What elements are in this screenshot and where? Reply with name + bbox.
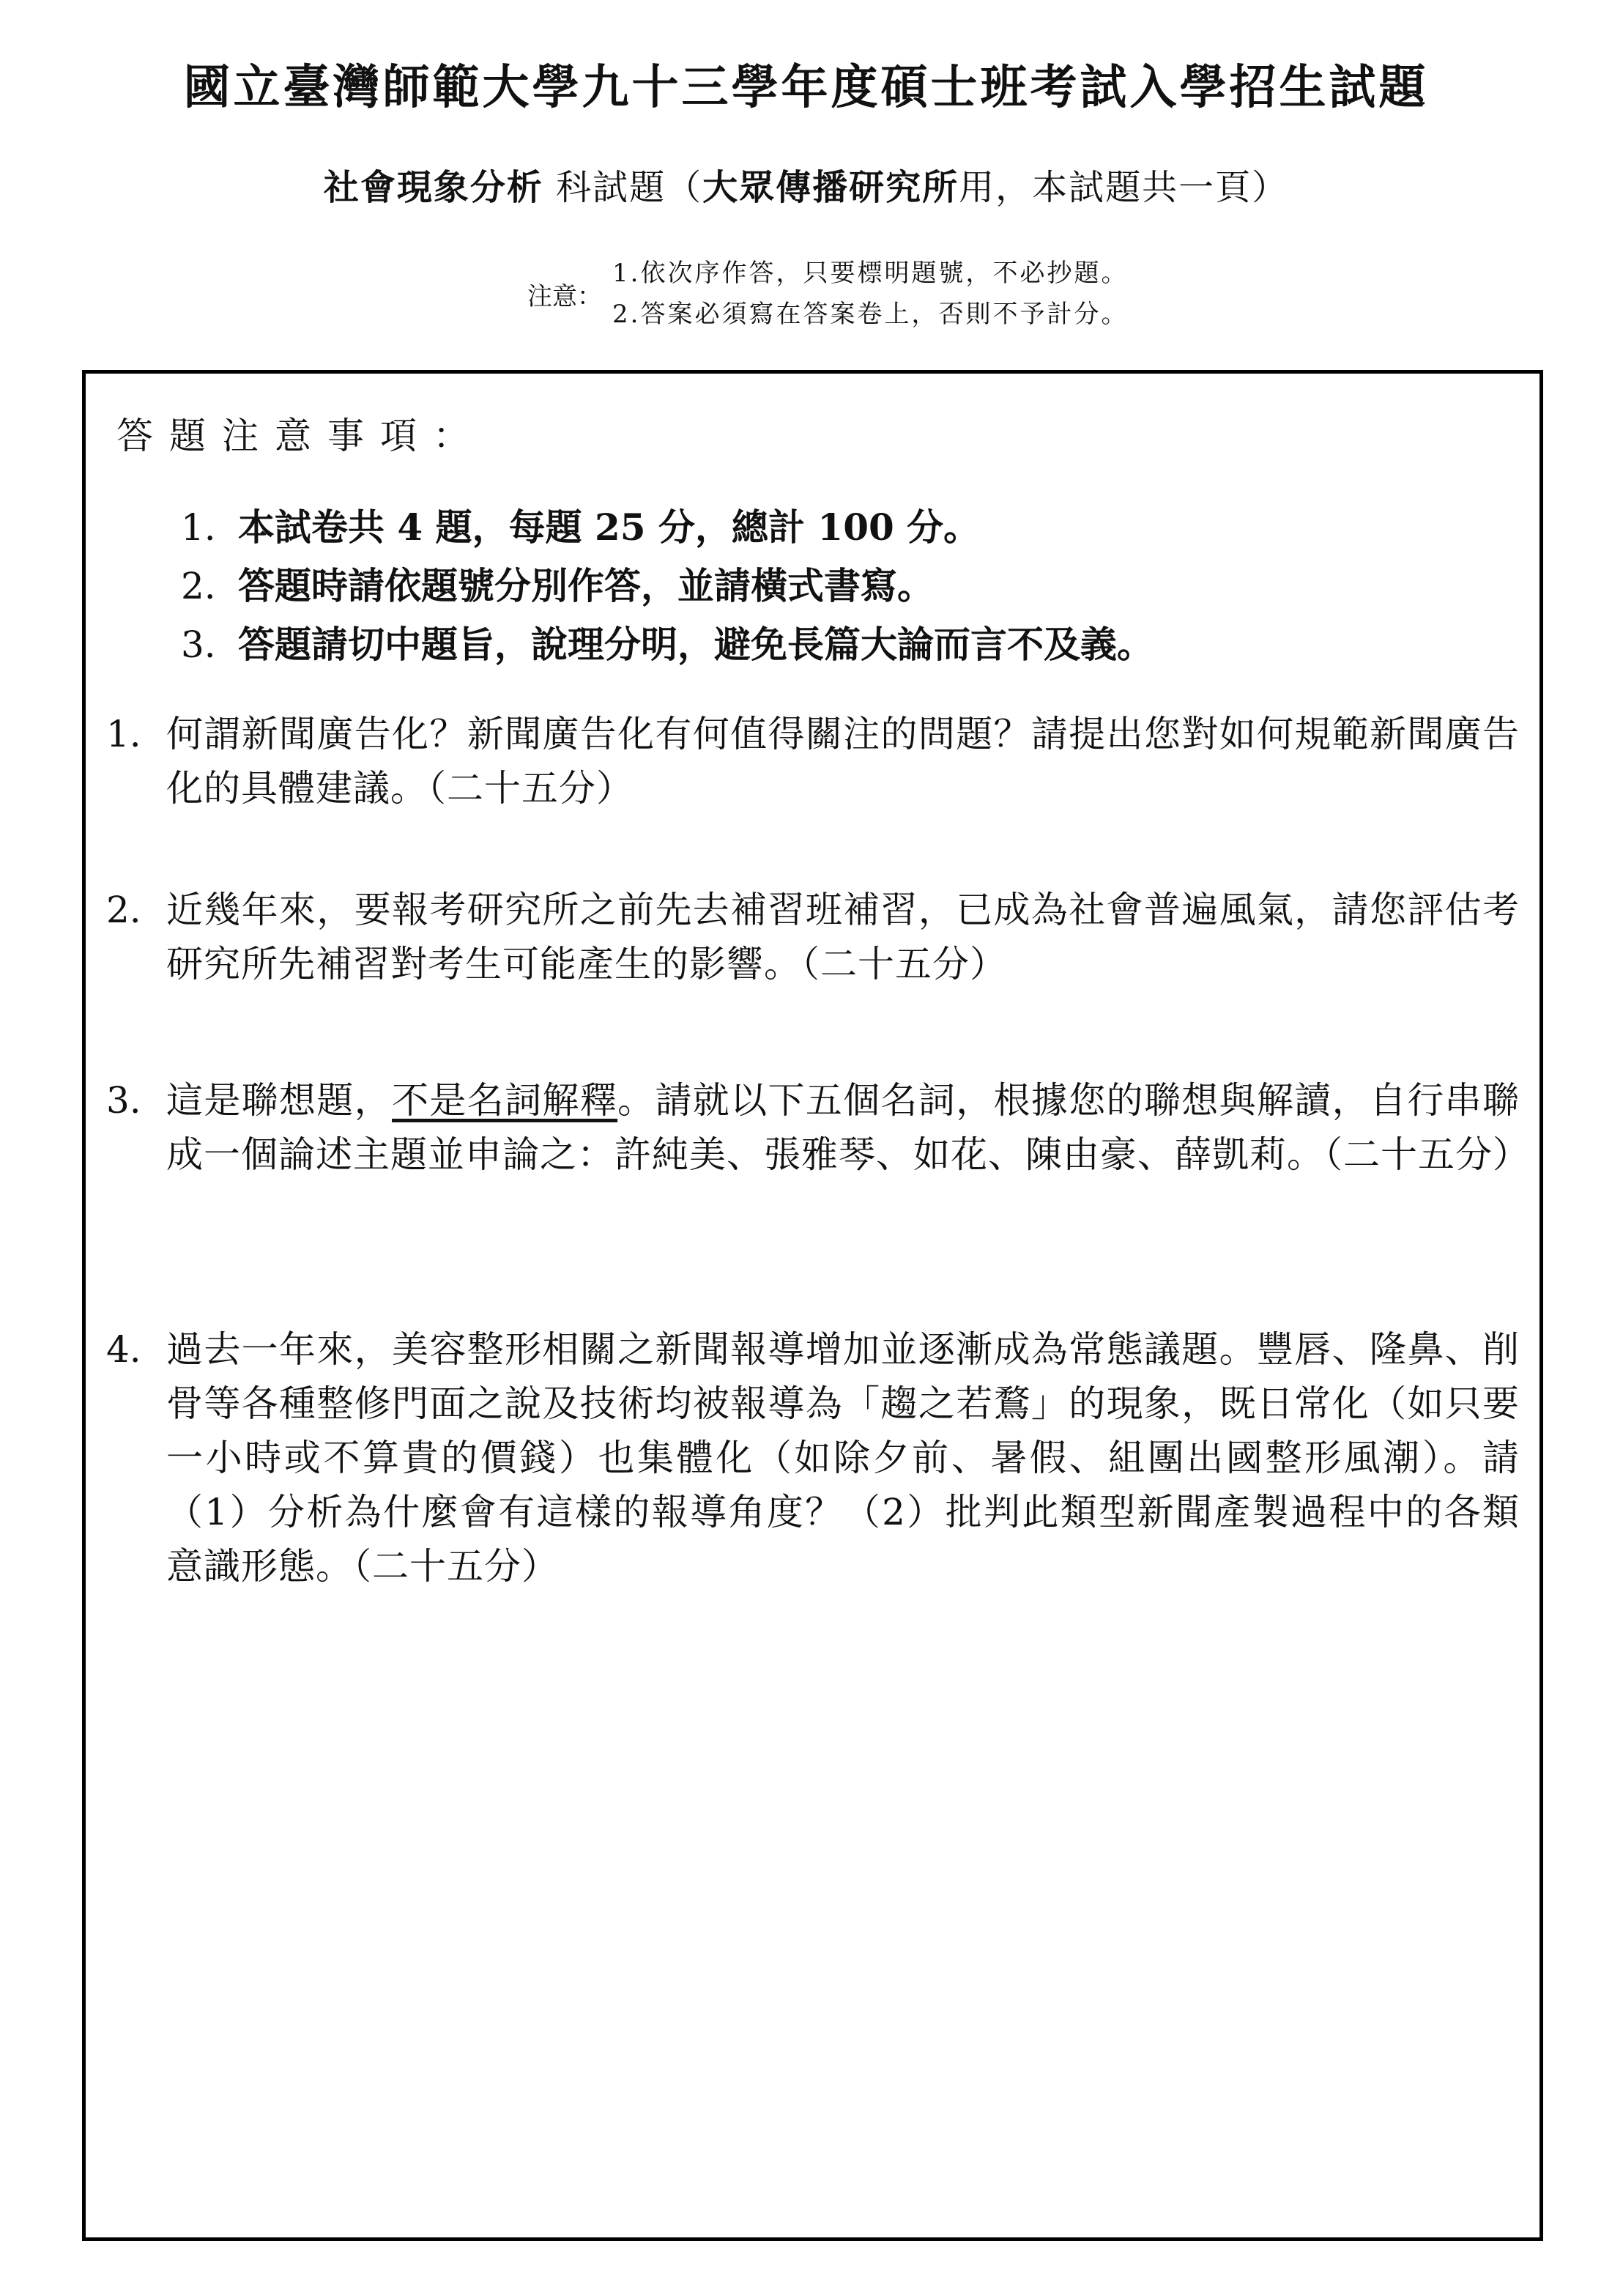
- notice-line: 1.依次序作答，只要標明題號，不必抄題。: [612, 259, 1129, 288]
- instruction-item: [181, 557, 1154, 615]
- subtitle-end: 用，本試題共一頁）: [959, 167, 1289, 208]
- instruction-text: 本試卷共 4 題，每題 25 分，總計 100 分。: [238, 506, 981, 549]
- instruction-number: 1.: [181, 506, 216, 549]
- instruction-number: 2.: [181, 565, 216, 607]
- notice-label: 注意：: [527, 281, 602, 311]
- underlined-emphasis: 不是名詞解釋: [392, 1079, 618, 1122]
- question-number: 4.: [106, 1328, 141, 1371]
- subtitle-suffix: 科試題（: [543, 167, 703, 208]
- subject-name: 社會現象分析: [323, 167, 543, 208]
- question-4: [106, 1322, 1520, 1593]
- question-2: [106, 883, 1520, 991]
- question-text: 過去一年來，美容整形相關之新聞報導增加並逐漸成為常態議題。豐唇、隆鼻、削骨等各種整修門面之說及技術均被報導為「趨之若鶩」的現象，既日常化（如只要一小時或不算貴的價錢）也集體化（如除夕前、暑假、組團出國整形風潮）。請（1）分析為什麼會有這樣的報導角度？（2）批判此類型新聞產製過程中的各類意識形態。（二十五分）: [166, 1328, 1520, 1588]
- instruction-item: [181, 498, 1154, 557]
- department-name: 大眾傳播研究所: [702, 167, 959, 208]
- question-number: 3.: [106, 1079, 141, 1122]
- notice-lines: [612, 253, 1128, 335]
- question-3: [106, 1073, 1530, 1182]
- exam-subtitle: [0, 167, 1612, 208]
- notice-block: [527, 253, 1128, 335]
- question-text-part: 這是聯想題，: [166, 1079, 393, 1122]
- instruction-text: 答題時請依題號分別作答，並請橫式書寫。: [238, 564, 934, 607]
- question-1: [106, 707, 1520, 815]
- instruction-number: 3.: [181, 623, 216, 666]
- question-number: 1.: [106, 713, 141, 755]
- notice-line: 2.答案必須寫在答案卷上，否則不予計分。: [612, 300, 1129, 329]
- question-text: [166, 1073, 1530, 1182]
- exam-questions-box: [82, 370, 1543, 2241]
- instruction-list: [181, 498, 1154, 674]
- instruction-text: 答題請切中題旨，說理分明，避免長篇大論而言不及義。: [238, 623, 1154, 666]
- question-text: 何謂新聞廣告化？新聞廣告化有何值得關注的問題？請提出您對如何規範新聞廣告化的具體建議。（二十五分）: [166, 713, 1520, 810]
- instructions-heading: 答題注意事項：: [116, 415, 486, 457]
- question-number: 2.: [106, 889, 141, 931]
- question-text: 近幾年來，要報考研究所之前先去補習班補習，已成為社會普遍風氣，請您評估考研究所先補習對考生可能產生的影響。（二十五分）: [166, 889, 1520, 985]
- exam-title: 國立臺灣師範大學九十三學年度碩士班考試入學招生試題: [183, 61, 1429, 115]
- instruction-item: [181, 615, 1154, 674]
- question-text-part: 。請就以下五個名詞，根據您的聯想與解讀，自行串聯成一個論述主題並申論之：許純美、張雅琴、如花、陳由豪、薛凱莉。（二十五分）: [166, 1079, 1530, 1176]
